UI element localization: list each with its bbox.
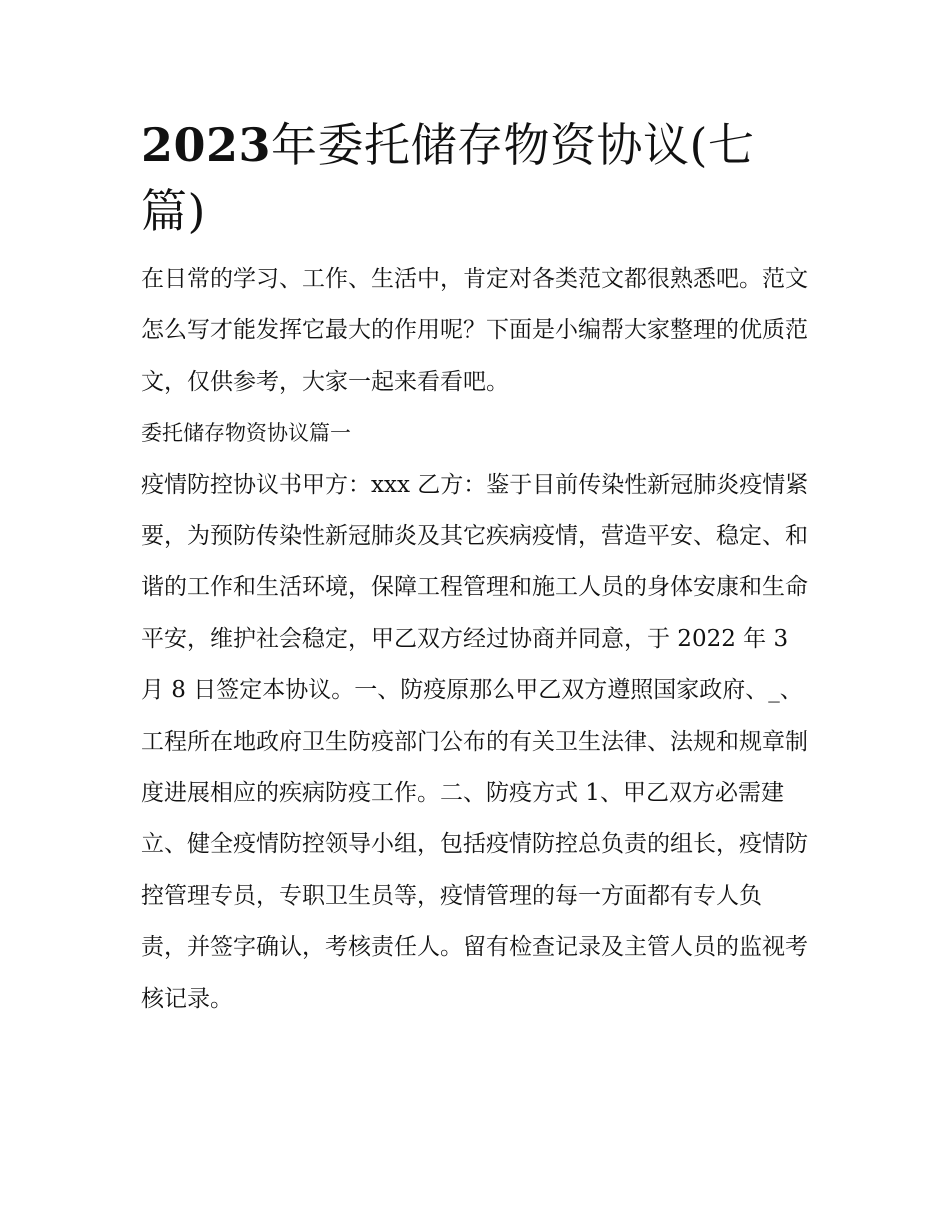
closing-paragraph: 责，并签字确认，考核责任人。留有检查记录及主管人员的监视考核记录。 <box>141 934 808 1012</box>
document-body <box>141 254 816 1025</box>
agreement-paragraph: 疫情防控协议书甲方：xxx 乙方：鉴于目前传染性新冠肺炎疫情紧要，为预防传染性新冠肺炎及其它疾病疫情，营造平安、稳定、和谐的工作和生活环境，保障工程管理和施工人员的身体安康和生命平安，维护社会稳定，甲乙双方经过协商并同意，于 2022 年 3 月 8 日签定本协议。一、防疫原那么甲乙双方遵照国家政府、_、工程所在地政府卫生防疫部门公布的有关卫生法律、法规和规章制度进展相应的疾病防疫工作。二、防疫方式 1、甲乙双方必需建立、健全疫情防控领导小组，包括疫情防控总负责的组长，疫情防控管理专员，专职卫生员等，疫情管理的每一方面都有专人负 <box>141 471 809 909</box>
title-year: 2023 <box>141 118 272 172</box>
document-content <box>141 112 816 1025</box>
section-heading: 委托储存物资协议篇一 <box>141 421 351 446</box>
document-title <box>141 112 816 244</box>
title-text: 年委托储存物资协议(七篇) <box>141 118 755 238</box>
intro-paragraph: 在日常的学习、工作、生活中，肯定对各类范文都很熟悉吧。范文怎么写才能发挥它最大的作用呢？下面是小编帮大家整理的优质范文，仅供参考，大家一起来看看吧。 <box>141 266 808 395</box>
